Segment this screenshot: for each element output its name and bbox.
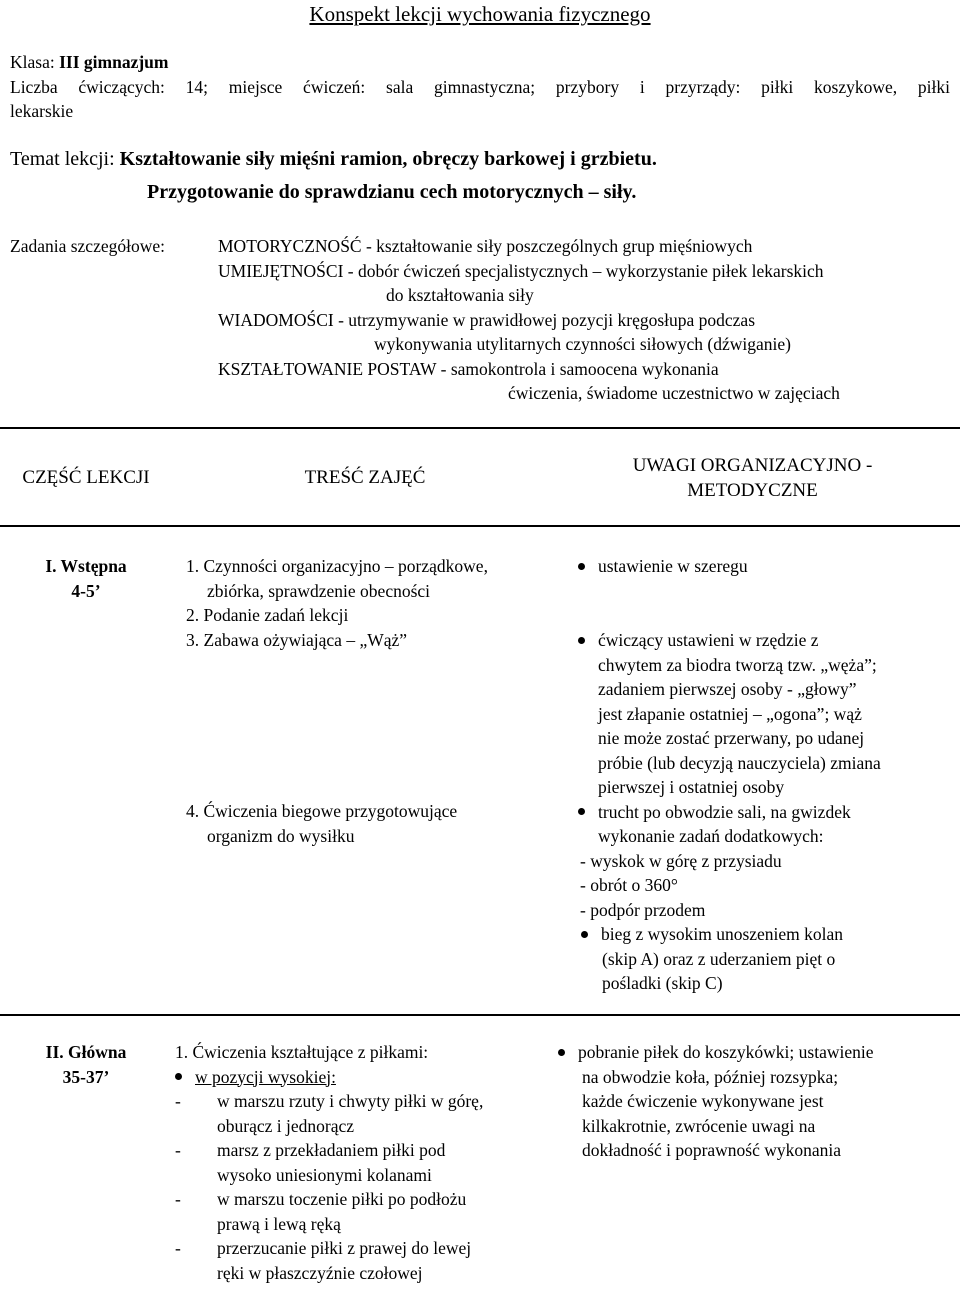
note-item — [558, 1040, 958, 1065]
note-text: bieg z wysokim unoszeniem kolan — [601, 924, 844, 944]
section1-content-b — [186, 799, 566, 848]
task-line-7: ćwiczenia, świadome uczestnictwo w zajęciach — [508, 383, 840, 403]
section1-name-text: I. Wstępna — [45, 556, 127, 576]
note-item: pośladki (skip C) — [602, 973, 723, 993]
task-line-1: MOTORYCZNOŚĆ - kształtowanie siły poszczególnych grup mięśniowych — [218, 236, 753, 256]
topic-line-1 — [10, 148, 657, 171]
header-content: TREŚĆ ZAJĘĆ — [304, 467, 426, 488]
content-item: 1. Czynności organizacyjno – porządkowe, — [186, 556, 488, 576]
task-line-2: UMIEJĘTNOŚCI - dobór ćwiczeń specjalistycznych – wykorzystanie piłek lekarskich — [218, 261, 824, 281]
content-item — [175, 1138, 565, 1163]
bullet-icon — [558, 1049, 565, 1056]
content-text: w marszu toczenie piłki po podłożu — [217, 1189, 467, 1209]
section1-name — [0, 554, 172, 579]
content-item — [175, 1089, 565, 1114]
table-top-border — [0, 427, 960, 429]
task-line-4: WIADOMOŚCI - utrzymywanie w prawidłowej pozycji kręgosłupa podczas — [218, 310, 756, 330]
content-item: oburącz i jednorącz — [217, 1115, 355, 1136]
note-item: na obwodzie koła, później rozsypka; — [582, 1066, 839, 1087]
note-item — [578, 800, 958, 825]
section2-name-text: II. Główna — [45, 1042, 127, 1062]
note-item: - obrót o 360° — [580, 875, 678, 895]
note-item — [578, 922, 958, 947]
bullet-icon — [578, 637, 585, 644]
content-item: 1. Ćwiczenia kształtujące z piłkami: — [175, 1042, 429, 1062]
section1-notes — [578, 554, 958, 579]
note-item: - podpór przodem — [580, 899, 706, 920]
content-text: przerzucanie piłki z prawej do lewej — [217, 1238, 472, 1258]
note-item: dokładność i poprawność wykonania — [582, 1140, 842, 1160]
content-item — [175, 1187, 565, 1212]
section2-notes — [558, 1040, 958, 1163]
content-item: wysoko uniesionymi kolanami — [217, 1164, 432, 1185]
note-item: (skip A) oraz z uderzaniem pięt o — [602, 948, 836, 969]
info-line-1: Liczba ćwiczących: 14; miejsce ćwiczeń: sala gimnastyczna; przybory i przyrządy: piłki koszykowe, piłki — [10, 77, 950, 97]
content-item: organizm do wysiłku — [207, 825, 355, 846]
class-label: Klasa: — [10, 52, 60, 72]
bullet-icon — [581, 931, 588, 938]
note-item: - wyskok w górę z przysiadu — [580, 850, 782, 871]
header-notes-1: UWAGI ORGANIZACYJNO - — [632, 455, 873, 476]
dash: - — [175, 1189, 181, 1209]
section2-time-text: 35-37’ — [62, 1066, 110, 1087]
content-text: w pozycji wysokiej: — [195, 1066, 336, 1087]
topic-label: Temat lekcji: — [10, 148, 120, 170]
note-item: próbie (lub decyzją nauczyciela) zmiana — [598, 752, 881, 773]
section1-notes-b — [578, 628, 958, 996]
note-item: każde ćwiczenie wykonywane jest — [582, 1091, 824, 1111]
note-text: trucht po obwodzie sali, na gwizdek — [598, 801, 851, 822]
table-header-border — [0, 525, 960, 527]
bullet-icon — [578, 808, 585, 815]
note-item: chwytem za biodra tworzą tzw. „węża”; — [598, 654, 877, 675]
bullet-icon — [578, 563, 585, 570]
class-line — [10, 52, 168, 73]
topic-text-1: Kształtowanie siły mięśni ramion, obręczy barkowej i grzbietu. — [119, 148, 657, 170]
dash: - — [175, 1140, 181, 1160]
section-divider — [0, 1014, 960, 1016]
content-item — [175, 1065, 565, 1090]
note-item — [578, 554, 958, 579]
note-item: pierwszej i ostatniej osoby — [598, 777, 785, 797]
header-notes-2: METODYCZNE — [687, 480, 818, 501]
content-item: ręki w płaszczyźnie czołowej — [217, 1262, 423, 1283]
task-line-3: do kształtowania siły — [386, 285, 534, 305]
note-item: zadaniem pierwszej osoby - „głowy” — [598, 679, 857, 699]
class-value: III gimnazjum — [59, 52, 169, 72]
content-text: marsz z przekładaniem piłki pod — [217, 1140, 446, 1160]
section1-content — [186, 554, 566, 652]
note-item: wykonanie zadań dodatkowych: — [598, 826, 824, 846]
dash: - — [175, 1091, 181, 1111]
content-item: 4. Ćwiczenia biegowe przygotowujące — [186, 801, 458, 821]
section1-time — [0, 579, 172, 604]
section1-time-text: 4-5’ — [71, 580, 101, 601]
topic-text-2: Przygotowanie do sprawdzianu cech motorycznych – siły. — [147, 181, 637, 203]
note-item: nie może zostać przerwany, po udanej — [598, 728, 865, 748]
note-item: jest złapanie ostatniej – „ogona”; wąż — [598, 703, 862, 724]
header-part: CZĘŚĆ LEKCJI — [22, 467, 150, 488]
note-item — [578, 628, 958, 653]
document-title: Konspekt lekcji wychowania fizycznego — [309, 2, 651, 26]
note-text: ustawienie w szeregu — [598, 556, 748, 576]
content-item: zbiórka, sprawdzenie obecności — [207, 580, 431, 601]
task-line-6: KSZTAŁTOWANIE POSTAW - samokontrola i samoocena wykonania — [218, 359, 719, 379]
topic-line-2 — [147, 181, 636, 204]
info-line-2: lekarskie — [10, 101, 74, 121]
note-text: pobranie piłek do koszykówki; ustawienie — [578, 1042, 874, 1062]
bullet-icon — [175, 1073, 182, 1080]
content-item: 3. Zabawa ożywiająca – „Wąż” — [186, 629, 408, 650]
content-item: prawą i lewą ręką — [217, 1213, 341, 1234]
section2-name — [0, 1040, 172, 1065]
section1-part — [0, 554, 172, 603]
section2-content — [175, 1040, 565, 1285]
tasks-label: Zadania szczegółowe: — [10, 236, 165, 256]
content-text: w marszu rzuty i chwyty piłki w górę, — [217, 1091, 484, 1111]
content-item — [175, 1236, 565, 1261]
content-item: 2. Podanie zadań lekcji — [186, 605, 349, 625]
task-line-5: wykonywania utylitarnych czynności siłowych (dźwiganie) — [374, 334, 791, 354]
section2-part — [0, 1040, 172, 1089]
note-text: ćwiczący ustawieni w rzędzie z — [598, 630, 819, 650]
note-item: kilkakrotnie, zwrócenie uwagi na — [582, 1115, 816, 1136]
section2-time — [0, 1065, 172, 1090]
dash: - — [175, 1238, 181, 1258]
